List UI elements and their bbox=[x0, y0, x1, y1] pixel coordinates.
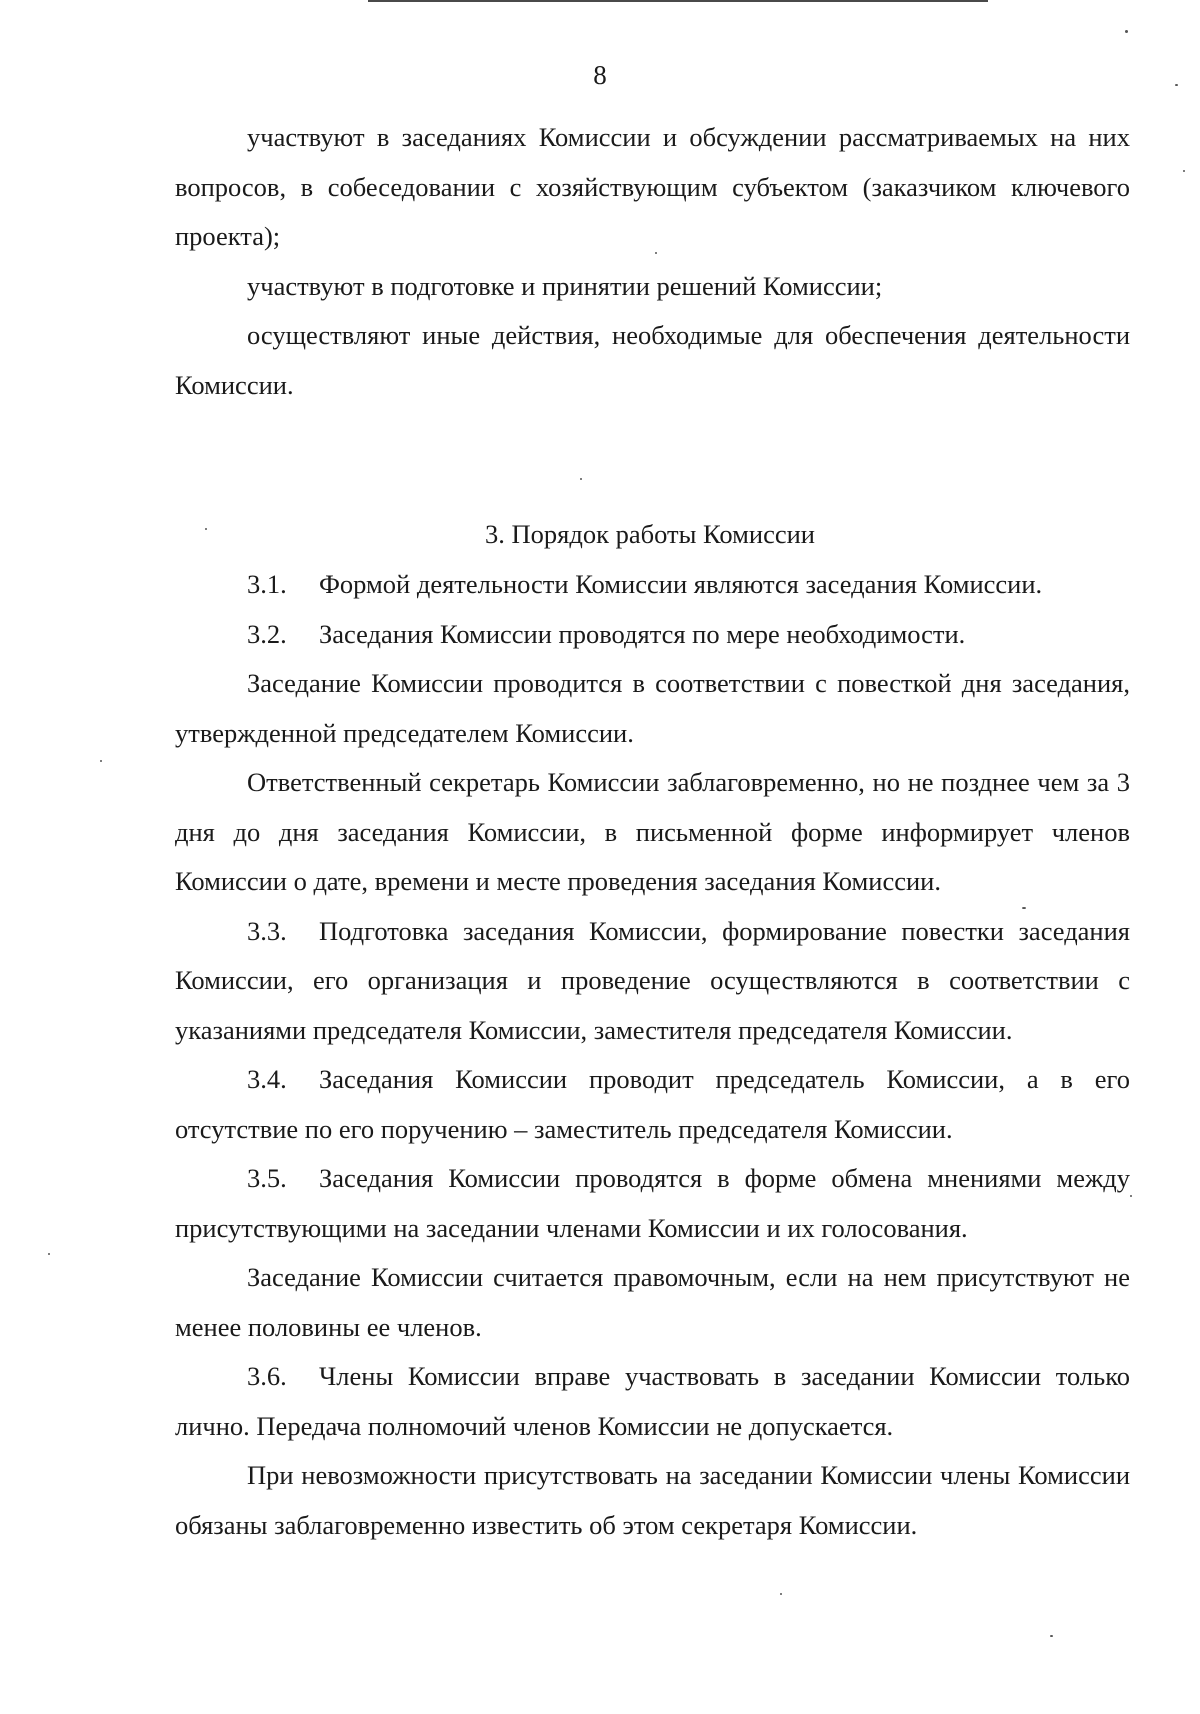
paragraph-number: 3.5. bbox=[247, 1163, 287, 1193]
section-heading: 3. Порядок работы Комиссии bbox=[485, 519, 815, 549]
scan-speck bbox=[655, 252, 657, 254]
paragraph: Заседание Комиссии считается правомочным, если на нем присутствуют не менее половины ее членов. bbox=[175, 1262, 1130, 1342]
paragraph: участвуют в заседаниях Комиссии и обсуждении рассматриваемых на них вопросов, в собеседовании с хозяйствующим субъектом (заказчиком ключевого проекта); bbox=[175, 122, 1130, 251]
page-number: 8 bbox=[593, 60, 607, 90]
paragraph-number: 3.6. bbox=[247, 1361, 287, 1391]
scan-speck bbox=[1130, 1195, 1132, 1197]
scan-speck bbox=[1022, 907, 1026, 909]
top-text-block bbox=[175, 113, 1130, 410]
paragraph-3-2 bbox=[175, 610, 1130, 660]
paragraph-text: Заседания Комиссии проводит председатель Комиссии, а в его отсутствие по его поручению – заместитель председателя Комиссии. bbox=[175, 1064, 1130, 1144]
paragraph-number: 3.3. bbox=[247, 915, 287, 946]
paragraph: участвуют в подготовке и принятии решений Комиссии; bbox=[247, 270, 883, 301]
scan-speck bbox=[1050, 1635, 1053, 1637]
scan-speck bbox=[580, 478, 582, 480]
paragraph-number: 3.4. bbox=[247, 1064, 287, 1094]
paragraph: Ответственный секретарь Комиссии заблаговременно, но не позднее чем за 3 дня до дня заседания Комиссии, в письменной форме информирует членов Комиссии о дате, времени и месте проведения заседания Комиссии. bbox=[175, 767, 1130, 896]
scan-artifact-line bbox=[368, 0, 988, 2]
scan-speck bbox=[1175, 84, 1178, 86]
section-text-block bbox=[175, 560, 1130, 1550]
paragraph-3-3 bbox=[175, 907, 1130, 1056]
scan-speck bbox=[1125, 30, 1128, 33]
paragraph-3-5 bbox=[175, 1154, 1130, 1253]
scan-speck bbox=[100, 760, 102, 762]
scan-speck bbox=[1183, 170, 1185, 172]
paragraph-text: Члены Комиссии вправе участвовать в заседании Комиссии только лично. Передача полномочий членов Комиссии не допускается. bbox=[175, 1361, 1130, 1441]
paragraph-text: Заседания Комиссии проводятся по мере необходимости. bbox=[319, 618, 966, 649]
paragraph-3-1 bbox=[175, 560, 1130, 610]
scan-speck bbox=[48, 1253, 50, 1255]
paragraph-text: Подготовка заседания Комиссии, формирование повестки заседания Комиссии, его организация и проведение осуществляются в соответствии с указаниями председателя Комиссии, заместителя председателя Комиссии. bbox=[175, 915, 1130, 1045]
paragraph: Заседание Комиссии проводится в соответствии с повесткой дня заседания, утвержденной председателем Комиссии. bbox=[175, 668, 1130, 748]
paragraph-3-4 bbox=[175, 1055, 1130, 1154]
paragraph-text: Заседания Комиссии проводятся в форме обмена мнениями между присутствующими на заседании членами Комиссии и их голосования. bbox=[175, 1163, 1130, 1243]
scan-speck bbox=[780, 1593, 782, 1595]
paragraph-text: Формой деятельности Комиссии являются заседания Комиссии. bbox=[319, 569, 1043, 599]
scan-speck bbox=[205, 528, 207, 530]
paragraph: При невозможности присутствовать на заседании Комиссии члены Комиссии обязаны заблаговременно известить об этом секретаря Комиссии. bbox=[175, 1460, 1130, 1540]
paragraph: осуществляют иные действия, необходимые для обеспечения деятельности Комиссии. bbox=[175, 320, 1130, 400]
paragraph-number: 3.1. bbox=[247, 569, 287, 599]
paragraph-3-6 bbox=[175, 1352, 1130, 1451]
paragraph-number: 3.2. bbox=[247, 618, 287, 649]
